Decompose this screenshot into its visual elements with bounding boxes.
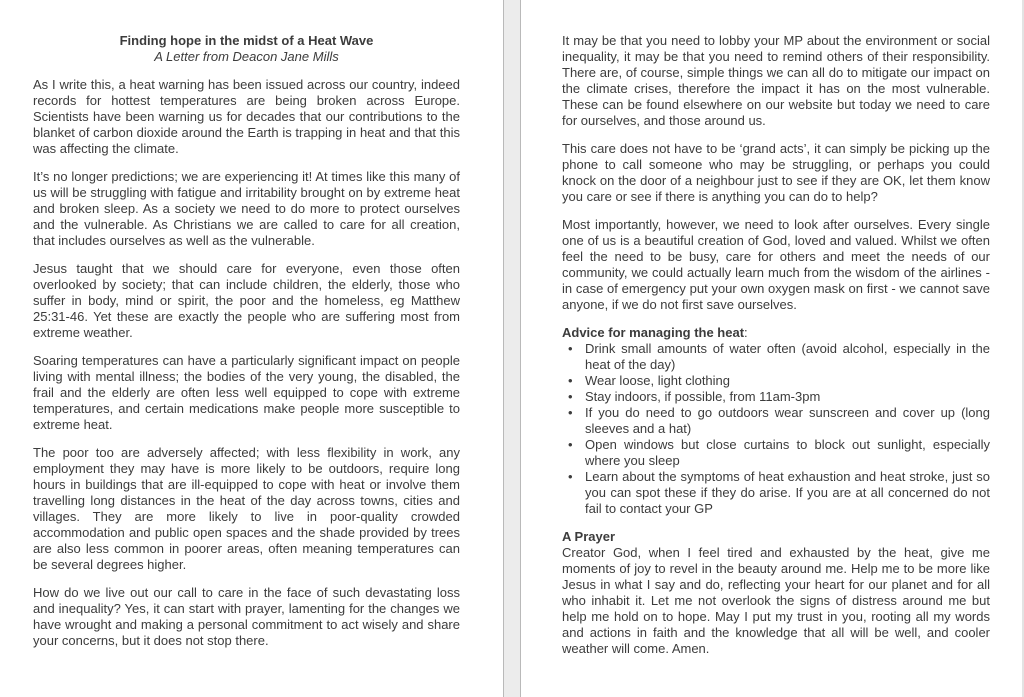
paragraph: It’s no longer predictions; we are experiencing it! At times like this many of us will be struggling with fatigue and irritability brought on by extreme heat and broken sleep. As a society we need to do more to protect ourselves and the vulnerable. As Christians we are called to care for all creation, that includes ourselves as well as the vulnerable.	[33, 169, 460, 248]
bullet-item-text: Stay indoors, if possible, from 11am-3pm	[585, 389, 821, 404]
bullet-item	[562, 405, 990, 437]
paragraph: Jesus taught that we should care for everyone, even those often overlooked by society; that can include children, the elderly, those who suffer in body, mind or spirit, the poor and the homeless, eg Matthew 25:31-46. Yet these are exactly the people who are suffering most from extreme weather.	[33, 261, 460, 340]
bullet-item	[562, 437, 990, 469]
prayer-paragraph: Creator God, when I feel tired and exhausted by the heat, give me moments of joy to revel in the beauty around me. Help me to be more like Jesus in what I say and do, reflecting your heart for our planet and for all who inhabit it. Let me not overlook the signs of distress around me but help me hold on to hope. May I put my trust in you, rooting all my words and actions in faith and the knowledge that all will be well, and cooler weather will come. Amen.	[562, 545, 990, 656]
bullet-item-text: Learn about the symptoms of heat exhaustion and heat stroke, just so you can spot these if they do arise. If you are at all concerned do not fail to contact your GP	[585, 469, 990, 516]
document-title: Finding hope in the midst of a Heat Wave	[119, 33, 374, 48]
bullet-marker: •	[568, 341, 573, 356]
bullet-item	[562, 389, 990, 405]
advice-heading-colon: :	[744, 325, 748, 340]
paragraph: The poor too are adversely affected; with less flexibility in work, any employment they may have is more likely to be outdoors, require long hours in buildings that are ill-equipped to cope with heat or involve them travelling long distances in the heat of the day across towns, cities and villages. They are more likely to live in poor-quality crowded accommodation and public open spaces and the shade provided by trees are also less common in poorer areas, often meaning temperatures can be several degrees higher.	[33, 445, 460, 572]
bullet-marker: •	[568, 437, 573, 452]
left-page	[0, 0, 503, 697]
bullet-marker: •	[568, 373, 573, 388]
paragraph: How do we live out our call to care in the face of such devastating loss and inequality? Yes, it can start with prayer, lamenting for the changes we have wrought and making a personal commitment to act wisely and share your concerns, but it does not stop there.	[33, 585, 460, 648]
paragraph: As I write this, a heat warning has been issued across our country, indeed records for hottest temperatures are being broken across Europe. Scientists have been warning us for decades that our contributions to the blanket of carbon dioxide around the Earth is trapping in heat and that this was affecting the climate.	[33, 77, 460, 156]
paragraph: Most importantly, however, we need to look after ourselves. Every single one of us is a beautiful creation of God, loved and valued. Whilst we often feel the need to be busy, care for others and meet the needs of our community, we could actually learn much from the wisdom of the airlines - in case of emergency put your own oxygen mask on first - we cannot save anyone, if we do not first save ourselves.	[562, 217, 990, 312]
bullet-item-text: Wear loose, light clothing	[585, 373, 731, 388]
advice-heading	[562, 325, 990, 341]
right-page	[521, 0, 1024, 697]
document-subtitle: A Letter from Deacon Jane Mills	[154, 49, 339, 64]
bullet-marker: •	[568, 469, 573, 484]
bullet-marker: •	[568, 389, 573, 404]
bullet-item-text: If you do need to go outdoors wear sunscreen and cover up (long sleeves and a hat)	[585, 405, 990, 436]
paragraph: Soaring temperatures can have a particularly significant impact on people living with mental illness; the bodies of the very young, the disabled, the frail and the elderly are often less well equipped to cope with extreme temperatures, and certain medications make people more susceptible to extreme heat.	[33, 353, 460, 432]
page-gutter	[503, 0, 521, 697]
bullet-item	[562, 373, 990, 389]
bullet-item-text: Drink small amounts of water often (avoid alcohol, especially in the heat of the day)	[585, 341, 990, 372]
bullet-item-text: Open windows but close curtains to block out sunlight, especially where you sleep	[585, 437, 990, 468]
bullet-list	[562, 341, 990, 517]
advice-heading-text: Advice for managing the heat	[562, 325, 745, 340]
prayer-heading: A Prayer	[562, 529, 615, 544]
paragraph: It may be that you need to lobby your MP about the environment or social inequality, it may be that you need to remind others of their responsibility. There are, of course, simple things we can all do to mitigate our impact on the climate crises, therefore the impact it has on the most vulnerable. These can be found elsewhere on our website but today we need to care for ourselves, and those around us.	[562, 33, 990, 128]
bullet-marker: •	[568, 405, 573, 420]
paragraph: This care does not have to be ‘grand acts’, it can simply be picking up the phone to call someone who may be struggling, or perhaps you could knock on the door of a neighbour just to see if they are OK, let them know you care or see if there is anything you can do to help?	[562, 141, 990, 204]
bullet-item	[562, 469, 990, 517]
bullet-item	[562, 341, 990, 373]
